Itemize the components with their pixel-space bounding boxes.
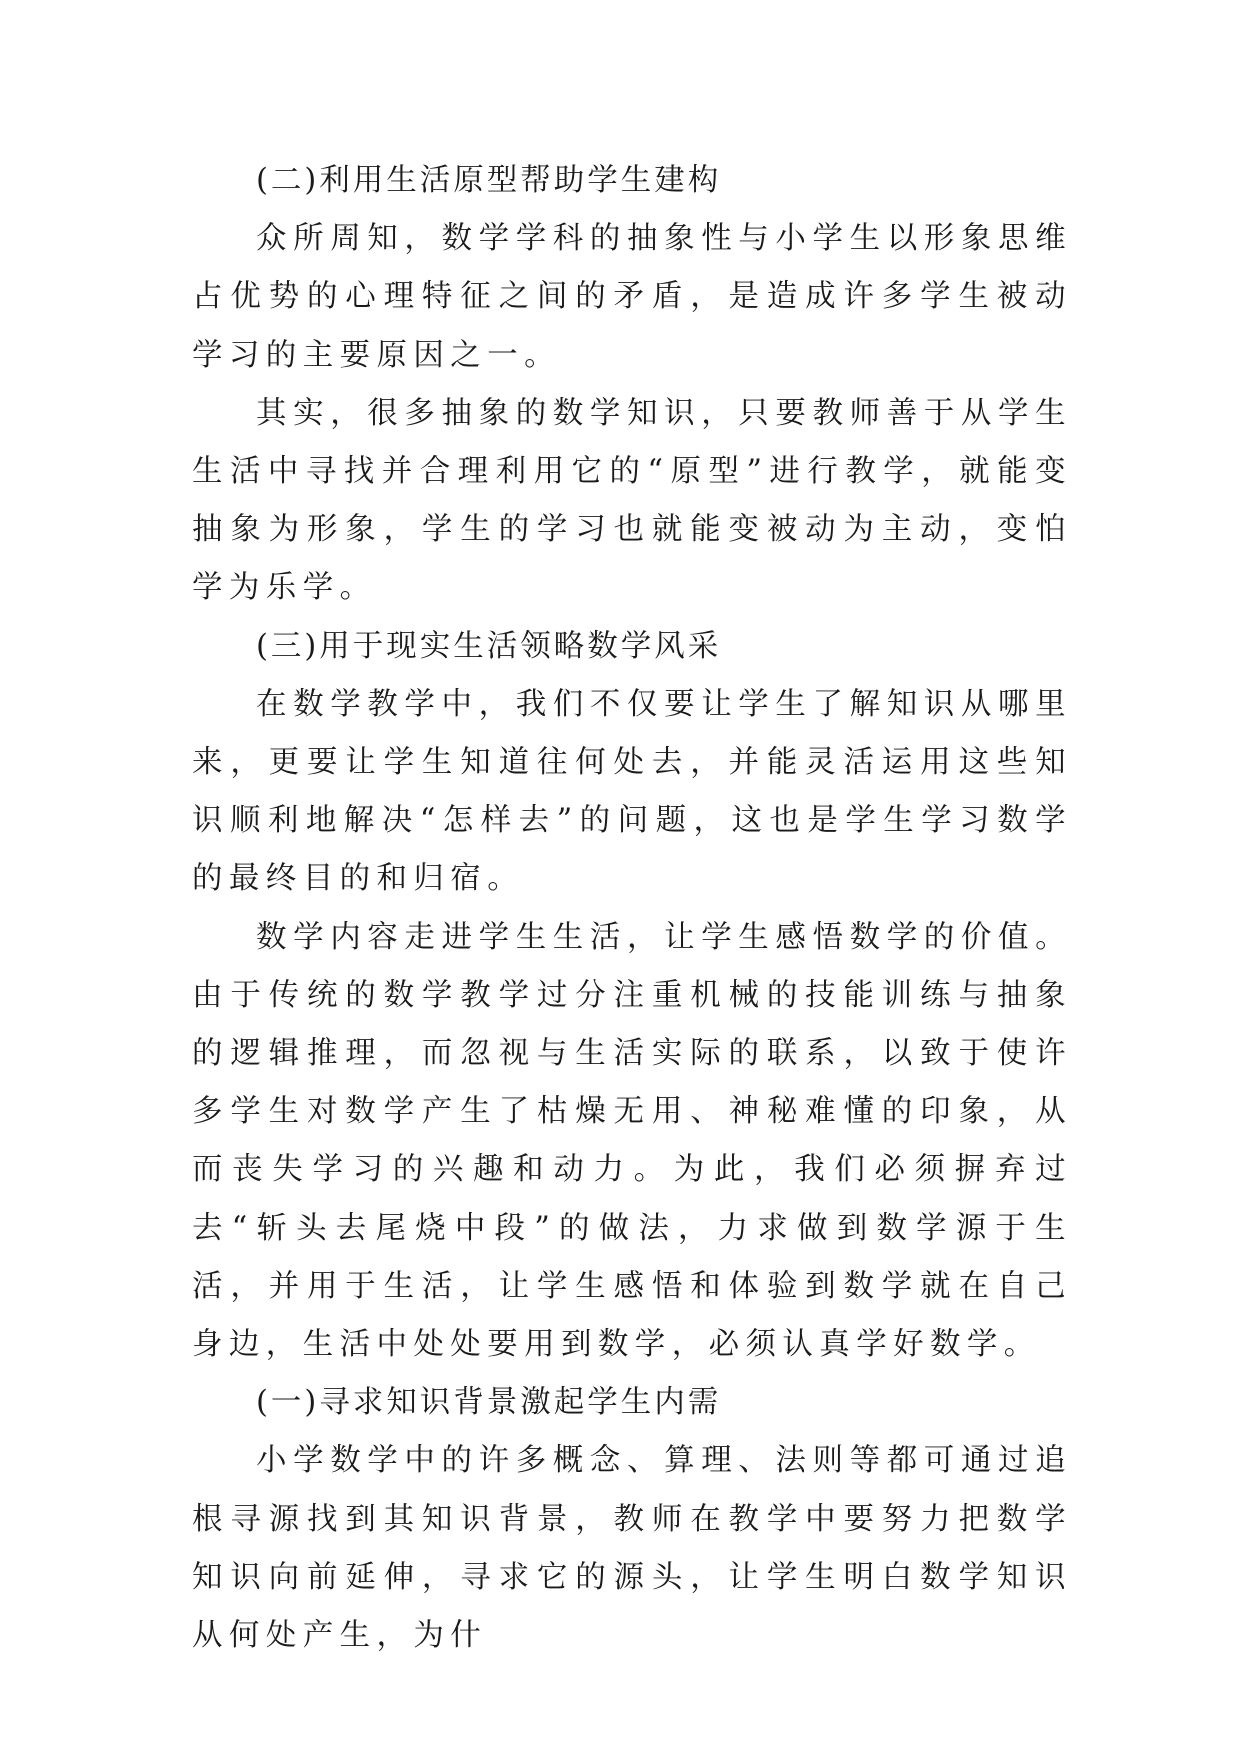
paragraph: 小学数学中的许多概念、算理、法则等都可通过追根寻源找到其知识背景，教师在教学中要努力把数学知识向前延伸，寻求它的源头，让学生明白数学知识从何处产生，为什 (192, 1443, 1072, 1654)
paragraph: 其实，很多抽象的数学知识，只要教师善于从学生生活中寻找并合理利用它的“原型”进行教学，就能变抽象为形象，学生的学习也就能变被动为主动，变怕学为乐学。 (192, 395, 1072, 606)
section-heading-2: (二)利用生活原型帮助学生建构 (256, 163, 722, 198)
document-body (192, 152, 1072, 1665)
paragraph: 众所周知，数学学科的抽象性与小学生以形象思维占优势的心理特征之间的矛盾，是造成许多学生被动学习的主要原因之一。 (192, 221, 1072, 373)
section-heading-3: (三)用于现实生活领略数学风采 (256, 628, 722, 664)
paragraph: 在数学教学中，我们不仅要让学生了解知识从哪里来，更要让学生知道往何处去，并能灵活运用这些知识顺利地解决“怎样去”的问题，这也是学生学习数学的最终目的和归宿。 (192, 686, 1072, 897)
paragraph: 数学内容走进学生生活，让学生感悟数学的价值。由于传统的数学教学过分注重机械的技能训练与抽象的逻辑推理，而忽视与生活实际的联系，以致于使许多学生对数学产生了枯燥无用、神秘难懂的印象，从而丧失学习的兴趣和动力。为此，我们必须摒弃过去“斩头去尾烧中段”的做法，力求做到数学源于生活，并用于生活，让学生感悟和体验到数学就在自己身边，生活中处处要用到数学，必须认真学好数学。 (192, 919, 1072, 1363)
section-heading-1: (一)寻求知识背景激起学生内需 (256, 1385, 722, 1421)
